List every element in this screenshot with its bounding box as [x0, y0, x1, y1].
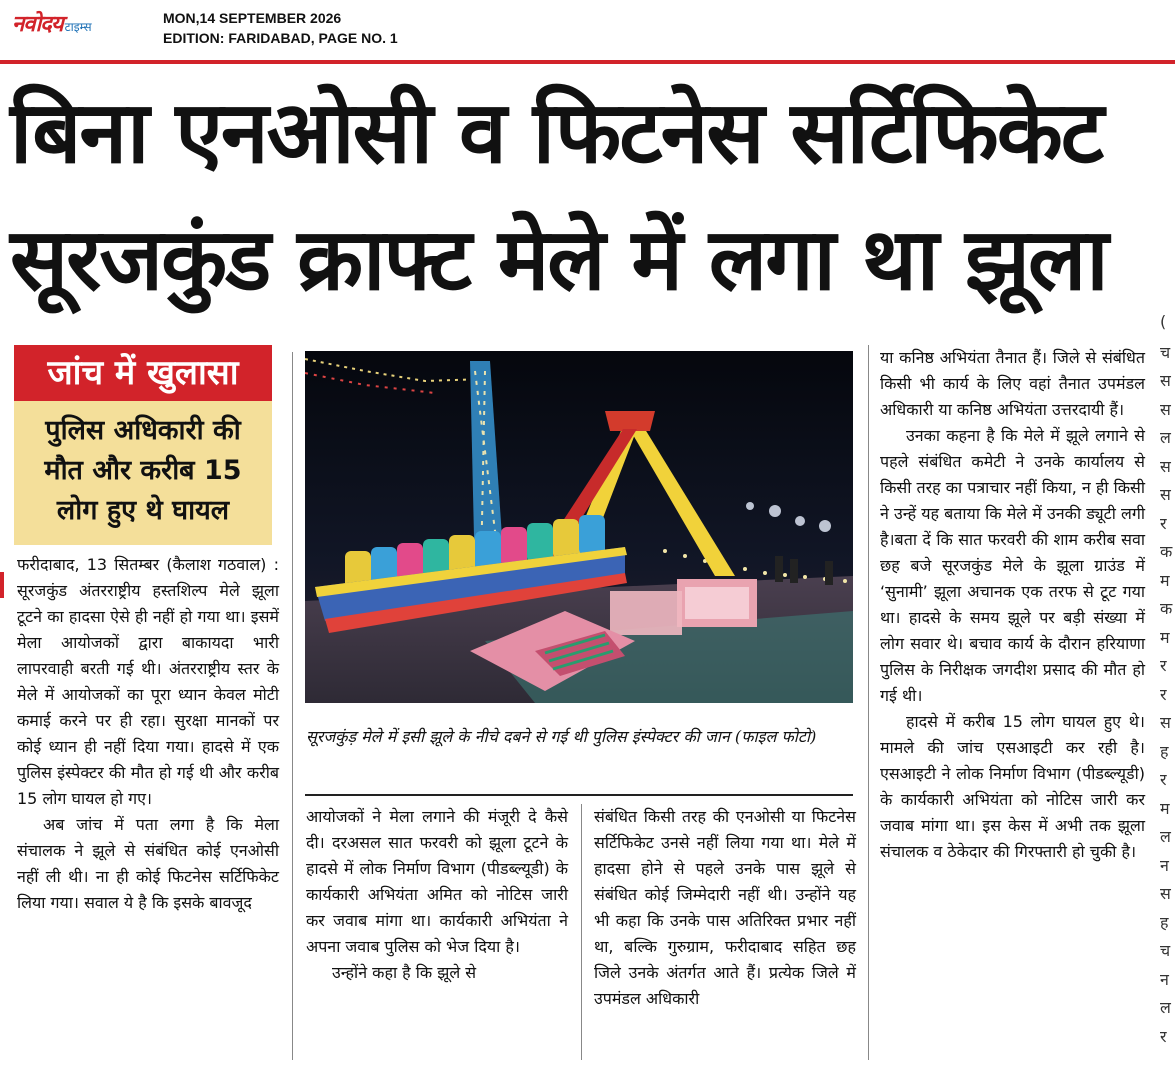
adjacent-article-char: ल — [1160, 428, 1171, 447]
article-paragraph: संबंधित किसी तरह की एनओसी या फिटनेस सर्टिफिकेट उनसे नहीं लिया गया था। मेले में हादसा होने से पहले उनके पास झूले से संबंधित कोई जिम्मेदारी नहीं थी। उन्होंने यह भी कहा कि उनके पास अतिरिक्त प्रभार नहीं था, बल्कि गुरुग्राम, फरीदाबाद सहित छह जिले उनके अंतर्गत आते हैं। प्रत्येक जिले में उपमंडल अधिकारी — [594, 807, 856, 1008]
article-paragraph: उन्होंने कहा है कि झूले से — [332, 963, 477, 982]
article-column-1 — [17, 552, 279, 916]
headline-line-2: सूरजकुंड क्राफ्ट मेले में लगा था झूला — [10, 210, 1107, 310]
article-paragraph: हादसे में करीब 15 लोग घायल हुए थे। मामले की जांच एसआइटी कर रही है। एसआइटी ने लोक निर्माण विभाग (पीडब्ल्यूडी) के कार्यकारी अभियंता को नोटिस जारी कर जवाब मांगा था। इस केस में अभी तक झूला संचालक व ठेकेदार की गिरफ्तारी हो चुकी है। — [880, 712, 1145, 861]
adjacent-article-char: र — [1160, 513, 1167, 533]
article-paragraph: अब जांच में पता लगा है कि मेला संचालक ने झूले से संबंधित कोई एनओसी नहीं ली थी। ना ही कोई फिटनेस सर्टिफिकेट लिया गया। सवाल ये है कि इसके बावजूद — [17, 815, 279, 912]
adjacent-article-char: र — [1160, 656, 1167, 675]
logo-sub-text: टाइम्स — [64, 20, 92, 34]
column-rule — [292, 352, 293, 1060]
adjacent-article-char: ( — [1160, 312, 1167, 331]
article-paragraph: उनका कहना है कि मेले में झूले लगाने से पहले संबंधित कमेटी ने उनके कार्यालय से किसी तरह का पत्राचार नहीं किया, न ही किसी ने उन्हें यह बताया कि मेले में उनकी ड्यूटी लगी है।बता दें कि सात फरवरी की शाम करीब सवा छह बजे सूरजकुंड मेले के झूला ग्राउंड में ‘सुनामी’ झूला अचानक एक तरफ से टूट गया था। हादसे के समय झूले पर बड़ी संख्या में लोग सवार थे। बचाव कार्य के दौरान हरियाणा पुलिस के निरीक्षक जगदीश प्रसाद की मौत हो गई थी। — [880, 426, 1145, 705]
subheadline-box — [14, 401, 272, 545]
masthead — [0, 0, 1175, 58]
adjacent-article-char: म — [1160, 627, 1170, 647]
caption-rule — [305, 794, 853, 796]
date-line: MON,14 SEPTEMBER 2026 — [163, 10, 342, 26]
photo-caption: सूरजकुंड़ मेले में इसी झूले के नीचे दबने से गई थी पुलिस इंस्पेक्टर की जान (फाइल फोटो) — [306, 727, 817, 746]
article-paragraph: फरीदाबाद, 13 सितम्बर (कैलाश गठवाल) : सूरजकुंड अंतरराष्ट्रीय हस्तशिल्प मेले झूला टूटने का हादसा ऐसे ही नहीं हो गया था। इसमें मेला आयोजकों द्वारा बाकायदा भारी लापरवाही बरती गई थी। अंतरराष्ट्रीय स्तर के मेले में आयोजकों का पूरा ध्यान केवल मोटी कमाई करने पर ही रहा। सुरक्षा मानकों पर कोई ध्यान ही नहीं दिया गया। हादसे में एक पुलिस इंस्पेक्टर की मौत हो गई थी और करीब 15 लोग घायल हो गए। — [17, 555, 279, 808]
adjacent-article-char: स — [1160, 456, 1171, 476]
masthead-divider — [0, 60, 1175, 64]
adjacent-article-char: र — [1160, 684, 1167, 704]
news-photo — [305, 351, 853, 703]
adjacent-article-char: ल — [1160, 827, 1171, 846]
article-paragraph: आयोजकों ने मेला लगाने की मंजूरी दे कैसे दी। दरअसल सात फरवरी को झूला टूटने के हादसे में लोक निर्माण विभाग (पीडब्ल्यूडी) के कार्यकारी अभियंता अमित को नोटिस जारी कर जवाब मांगा था। कार्यकारी अभियंता ने अपना जवाब पुलिस को भेज दिया है। — [306, 807, 568, 956]
adjacent-article-char: म — [1160, 798, 1170, 818]
adjacent-article-char: न — [1160, 969, 1169, 989]
adjacent-article-char: स — [1160, 371, 1171, 390]
edition-info — [163, 8, 398, 48]
adjacent-article-char: क — [1160, 599, 1173, 618]
article-column-2 — [306, 804, 568, 986]
adjacent-article-char: म — [1160, 570, 1170, 590]
newspaper-logo — [12, 8, 92, 38]
article-paragraph: या कनिष्ठ अभियंता तैनात हैं। जिले से संबंधित किसी भी कार्य के लिए वहां तैनात उपमंडल अधिकारी या कनिष्ठ अभियंता उत्तरदायी हैं। — [880, 348, 1145, 419]
article-column-3 — [594, 804, 856, 1012]
adjacent-article-char: ह — [1160, 741, 1169, 761]
margin-mark — [0, 572, 4, 598]
adjacent-article-char: च — [1160, 342, 1171, 362]
column-rule — [581, 804, 582, 1060]
adjacent-article-char: स — [1160, 884, 1171, 903]
column-rule — [868, 345, 869, 1060]
adjacent-article-char: ल — [1160, 998, 1171, 1017]
adjacent-article-char: र — [1160, 1026, 1167, 1046]
headline-line-1: बिना एनओसी व फिटनेस सर्टिफिकेट — [10, 83, 1103, 183]
adjacent-article-char: ह — [1160, 912, 1169, 932]
adjacent-article-char: च — [1160, 941, 1171, 960]
subheadline-text: पुलिस अधिकारी की मौत और करीब 15 लोग हुए थे घायल — [44, 415, 242, 526]
adjacent-article-char: र — [1160, 770, 1167, 789]
adjacent-article-char: न — [1160, 855, 1169, 875]
logo-main-text: नवोदय — [12, 12, 63, 37]
investigation-tag-text: जांच में खुलासा — [47, 353, 239, 393]
adjacent-article-edge — [1157, 300, 1175, 1072]
edition-line: EDITION: FARIDABAD, PAGE NO. 1 — [163, 30, 398, 46]
adjacent-article-char: स — [1160, 713, 1171, 732]
article-column-4 — [880, 345, 1145, 865]
adjacent-article-char: क — [1160, 542, 1173, 561]
adjacent-article-char: स — [1160, 399, 1171, 419]
adjacent-article-char: स — [1160, 485, 1171, 504]
investigation-tag — [14, 345, 272, 401]
ride-photo-illustration — [305, 351, 853, 703]
